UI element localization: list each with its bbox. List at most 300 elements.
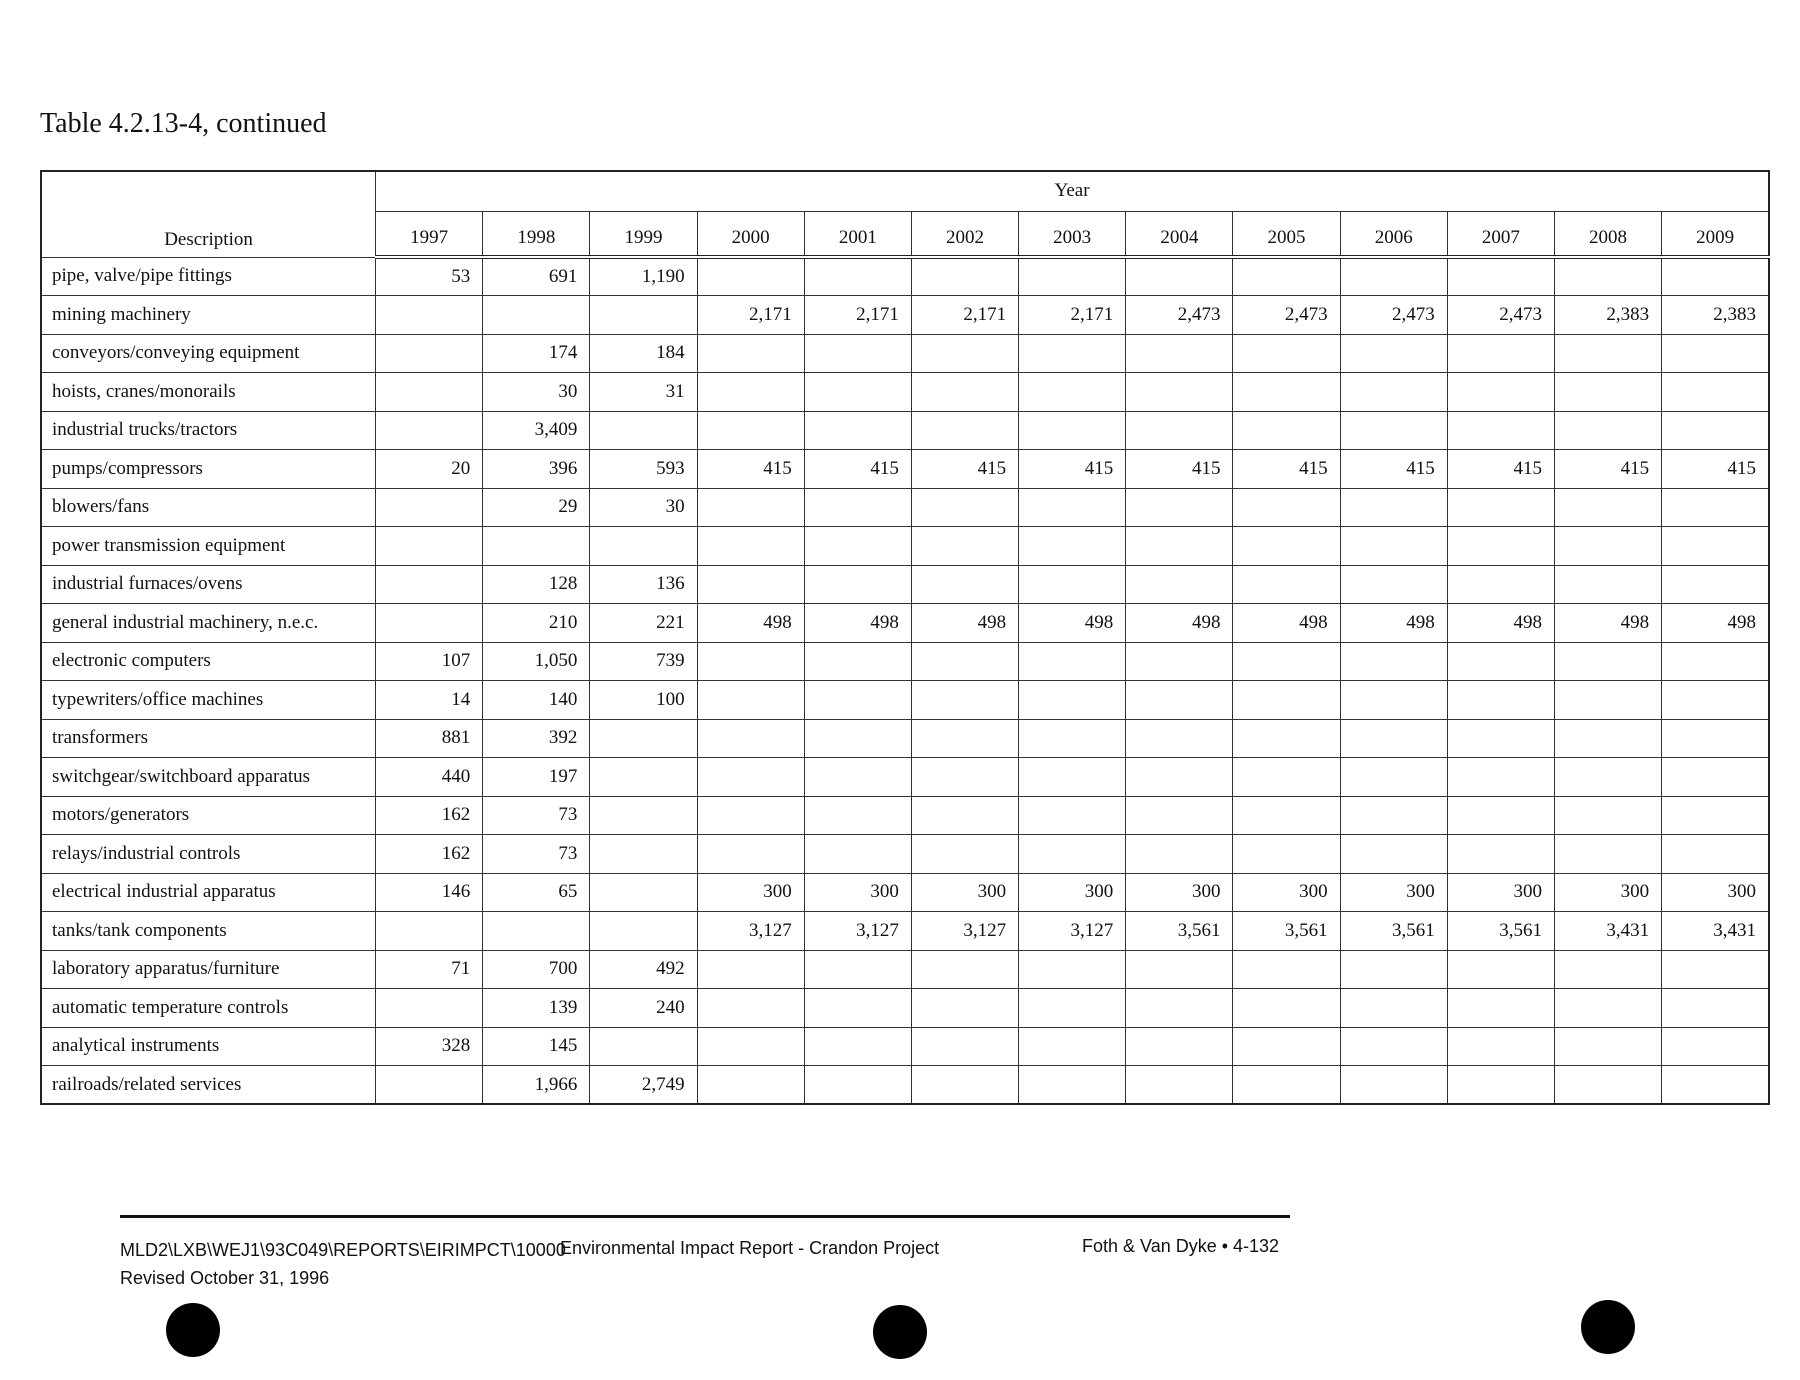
value-cell-2001: 2,171 [804,296,911,335]
value-cell-2002 [911,758,1018,797]
value-cell-2007: 300 [1447,873,1554,912]
value-cell-2001 [804,681,911,720]
value-cell-1998: 174 [483,334,590,373]
year-header-2005: 2005 [1233,211,1340,257]
row-description: transformers [41,719,376,758]
value-cell-2000 [697,1066,804,1105]
table-row [41,719,1769,758]
value-cell-2006 [1340,334,1447,373]
value-cell-2009 [1662,334,1769,373]
value-cell-2003 [1019,257,1126,296]
value-cell-2003 [1019,681,1126,720]
row-description: tanks/tank components [41,912,376,951]
value-cell-2005 [1233,950,1340,989]
value-cell-2006: 2,473 [1340,296,1447,335]
value-cell-2003 [1019,989,1126,1028]
year-header-2008: 2008 [1554,211,1661,257]
value-cell-2008: 2,383 [1554,296,1661,335]
value-cell-2007 [1447,527,1554,566]
value-cell-2006: 300 [1340,873,1447,912]
value-cell-2002 [911,1027,1018,1066]
value-cell-2003 [1019,565,1126,604]
value-cell-2009: 415 [1662,450,1769,489]
value-cell-2009 [1662,527,1769,566]
value-cell-2003 [1019,373,1126,412]
table-row [41,989,1769,1028]
value-cell-2001: 3,127 [804,912,911,951]
value-cell-2007 [1447,488,1554,527]
value-cell-2007 [1447,950,1554,989]
value-cell-1999 [590,873,697,912]
value-cell-2003 [1019,835,1126,874]
row-description: automatic temperature controls [41,989,376,1028]
value-cell-2007 [1447,796,1554,835]
value-cell-2004 [1126,835,1233,874]
value-cell-2004 [1126,642,1233,681]
value-cell-2006 [1340,758,1447,797]
value-cell-2006 [1340,1066,1447,1105]
value-cell-2004: 415 [1126,450,1233,489]
value-cell-2001: 498 [804,604,911,643]
value-cell-1997 [376,411,483,450]
value-cell-2009 [1662,950,1769,989]
value-cell-2003: 498 [1019,604,1126,643]
value-cell-2004 [1126,411,1233,450]
value-cell-1998: 140 [483,681,590,720]
value-cell-2002 [911,796,1018,835]
value-cell-2008 [1554,488,1661,527]
value-cell-2004: 300 [1126,873,1233,912]
value-cell-2007: 3,561 [1447,912,1554,951]
value-cell-2004 [1126,373,1233,412]
table-row [41,527,1769,566]
value-cell-2007 [1447,835,1554,874]
value-cell-2000 [697,411,804,450]
table-row [41,950,1769,989]
value-cell-1997 [376,334,483,373]
table-row [41,1066,1769,1105]
value-cell-2009 [1662,257,1769,296]
value-cell-2005 [1233,681,1340,720]
value-cell-2001 [804,835,911,874]
value-cell-2009 [1662,411,1769,450]
value-cell-2005 [1233,835,1340,874]
value-cell-2001 [804,1066,911,1105]
table-row [41,796,1769,835]
value-cell-2009: 498 [1662,604,1769,643]
value-cell-2009 [1662,681,1769,720]
value-cell-1997 [376,488,483,527]
value-cell-2005: 300 [1233,873,1340,912]
value-cell-1998: 3,409 [483,411,590,450]
footer-revised-date: Revised October 31, 1996 [120,1268,330,1288]
value-cell-2001 [804,719,911,758]
value-cell-2007 [1447,1027,1554,1066]
value-cell-1997 [376,1066,483,1105]
value-cell-2005 [1233,642,1340,681]
footer-file-path: MLD2\LXB\WEJ1\93C049\REPORTS\EIRIMPCT\10000 [120,1240,566,1260]
value-cell-2004: 498 [1126,604,1233,643]
value-cell-2000 [697,681,804,720]
value-cell-2002 [911,950,1018,989]
value-cell-1999: 221 [590,604,697,643]
value-cell-1997 [376,296,483,335]
value-cell-2004 [1126,681,1233,720]
value-cell-2006: 498 [1340,604,1447,643]
value-cell-2000 [697,565,804,604]
value-cell-2008: 498 [1554,604,1661,643]
value-cell-2006: 3,561 [1340,912,1447,951]
value-cell-2007: 498 [1447,604,1554,643]
value-cell-1997: 71 [376,950,483,989]
value-cell-1999: 136 [590,565,697,604]
value-cell-2006 [1340,488,1447,527]
value-cell-1999 [590,758,697,797]
value-cell-1997: 881 [376,719,483,758]
value-cell-1997: 107 [376,642,483,681]
value-cell-2000: 2,171 [697,296,804,335]
year-group-header: Year [376,171,1769,211]
value-cell-2000: 415 [697,450,804,489]
value-cell-1998: 392 [483,719,590,758]
value-cell-2003 [1019,950,1126,989]
value-cell-2005 [1233,488,1340,527]
row-description: power transmission equipment [41,527,376,566]
value-cell-2001 [804,758,911,797]
row-description: typewriters/office machines [41,681,376,720]
value-cell-2008 [1554,835,1661,874]
table-row [41,835,1769,874]
value-cell-2009: 300 [1662,873,1769,912]
value-cell-2006: 415 [1340,450,1447,489]
value-cell-1997 [376,527,483,566]
value-cell-1999 [590,527,697,566]
value-cell-2003 [1019,642,1126,681]
value-cell-2006 [1340,411,1447,450]
value-cell-2003: 300 [1019,873,1126,912]
value-cell-2005 [1233,796,1340,835]
value-cell-1997 [376,373,483,412]
value-cell-2000 [697,527,804,566]
value-cell-2008 [1554,565,1661,604]
value-cell-1997: 162 [376,796,483,835]
value-cell-2004 [1126,950,1233,989]
value-cell-2006 [1340,796,1447,835]
value-cell-2008 [1554,257,1661,296]
table-row [41,758,1769,797]
value-cell-2006 [1340,719,1447,758]
value-cell-2005: 2,473 [1233,296,1340,335]
table-row [41,373,1769,412]
value-cell-2007 [1447,758,1554,797]
value-cell-2001 [804,642,911,681]
row-description: conveyors/conveying equipment [41,334,376,373]
value-cell-2004 [1126,719,1233,758]
value-cell-2001 [804,565,911,604]
value-cell-1998: 691 [483,257,590,296]
value-cell-2009 [1662,719,1769,758]
value-cell-2002: 415 [911,450,1018,489]
value-cell-2008 [1554,334,1661,373]
value-cell-2008 [1554,1027,1661,1066]
value-cell-1999: 31 [590,373,697,412]
value-cell-2008 [1554,681,1661,720]
value-cell-2000 [697,1027,804,1066]
value-cell-1997: 162 [376,835,483,874]
value-cell-2007 [1447,719,1554,758]
table-row [41,488,1769,527]
value-cell-1999: 492 [590,950,697,989]
value-cell-2001: 415 [804,450,911,489]
table-row [41,450,1769,489]
value-cell-2005 [1233,334,1340,373]
footer-firm-page: Foth & Van Dyke • 4-132 [1082,1236,1280,1256]
value-cell-2009 [1662,989,1769,1028]
value-cell-2001 [804,796,911,835]
value-cell-2007 [1447,642,1554,681]
row-description: pipe, valve/pipe fittings [41,257,376,296]
value-cell-2008 [1554,642,1661,681]
value-cell-2000 [697,334,804,373]
value-cell-1998: 197 [483,758,590,797]
row-description: hoists, cranes/monorails [41,373,376,412]
value-cell-2004 [1126,1066,1233,1105]
value-cell-2004 [1126,334,1233,373]
value-cell-1997: 440 [376,758,483,797]
value-cell-1997 [376,565,483,604]
value-cell-2005 [1233,1027,1340,1066]
value-cell-2006 [1340,642,1447,681]
table-row [41,604,1769,643]
row-description: electronic computers [41,642,376,681]
value-cell-1999 [590,1027,697,1066]
table-row [41,681,1769,720]
table-row [41,1027,1769,1066]
value-cell-2005: 415 [1233,450,1340,489]
value-cell-1998 [483,912,590,951]
value-cell-2000 [697,257,804,296]
value-cell-1998 [483,296,590,335]
value-cell-1999: 593 [590,450,697,489]
value-cell-1997: 53 [376,257,483,296]
value-cell-2006 [1340,565,1447,604]
value-cell-1998 [483,527,590,566]
value-cell-1999 [590,719,697,758]
footer-report-title: Environmental Impact Report - Crandon Project [560,1238,940,1258]
value-cell-2003: 415 [1019,450,1126,489]
value-cell-1999 [590,796,697,835]
value-cell-2000 [697,719,804,758]
value-cell-1998: 1,966 [483,1066,590,1105]
value-cell-2005 [1233,527,1340,566]
table-row [41,873,1769,912]
value-cell-2001 [804,527,911,566]
value-cell-2000: 3,127 [697,912,804,951]
value-cell-2008 [1554,411,1661,450]
year-header-2009: 2009 [1662,211,1769,257]
value-cell-2005 [1233,373,1340,412]
value-cell-1999 [590,835,697,874]
value-cell-1997 [376,604,483,643]
value-cell-1999: 739 [590,642,697,681]
value-cell-2004 [1126,989,1233,1028]
value-cell-1997: 20 [376,450,483,489]
table-row [41,296,1769,335]
value-cell-2003: 2,171 [1019,296,1126,335]
row-description: motors/generators [41,796,376,835]
value-cell-2004 [1126,1027,1233,1066]
row-description: analytical instruments [41,1027,376,1066]
value-cell-2002 [911,411,1018,450]
year-header-2000: 2000 [697,211,804,257]
value-cell-1999: 240 [590,989,697,1028]
punch-hole-center [873,1305,927,1359]
year-header-2004: 2004 [1126,211,1233,257]
value-cell-2005: 498 [1233,604,1340,643]
year-header-2001: 2001 [804,211,911,257]
value-cell-2008 [1554,373,1661,412]
value-cell-2006 [1340,257,1447,296]
value-cell-2003 [1019,758,1126,797]
value-cell-2007 [1447,257,1554,296]
value-cell-2000 [697,373,804,412]
value-cell-1997: 14 [376,681,483,720]
value-cell-2003 [1019,1066,1126,1105]
value-cell-2003 [1019,796,1126,835]
value-cell-2009 [1662,835,1769,874]
footer-rule [120,1215,1290,1218]
table-row [41,912,1769,951]
table-row [41,334,1769,373]
value-cell-2009 [1662,565,1769,604]
table-title: Table 4.2.13-4, continued [40,108,327,139]
value-cell-2005 [1233,1066,1340,1105]
value-cell-1997 [376,989,483,1028]
value-cell-2001 [804,411,911,450]
year-header-2006: 2006 [1340,211,1447,257]
value-cell-2007 [1447,565,1554,604]
value-cell-2008 [1554,796,1661,835]
row-description: laboratory apparatus/furniture [41,950,376,989]
value-cell-2002: 498 [911,604,1018,643]
value-cell-1998: 139 [483,989,590,1028]
data-table [40,170,1770,1105]
value-cell-2002 [911,527,1018,566]
table-row [41,642,1769,681]
value-cell-2006 [1340,1027,1447,1066]
value-cell-2002 [911,719,1018,758]
value-cell-1999 [590,411,697,450]
value-cell-1998: 210 [483,604,590,643]
value-cell-2007 [1447,989,1554,1028]
table-row [41,257,1769,296]
table-row [41,411,1769,450]
value-cell-2008 [1554,950,1661,989]
value-cell-1998: 145 [483,1027,590,1066]
value-cell-2000 [697,642,804,681]
value-cell-2001 [804,334,911,373]
value-cell-2008 [1554,989,1661,1028]
year-header-2007: 2007 [1447,211,1554,257]
value-cell-1998: 29 [483,488,590,527]
value-cell-2005: 3,561 [1233,912,1340,951]
value-cell-2007 [1447,411,1554,450]
value-cell-1998: 700 [483,950,590,989]
row-description: railroads/related services [41,1066,376,1105]
value-cell-2009: 3,431 [1662,912,1769,951]
value-cell-1998: 73 [483,796,590,835]
value-cell-2008 [1554,1066,1661,1105]
value-cell-2000 [697,488,804,527]
value-cell-2005 [1233,411,1340,450]
value-cell-2004: 3,561 [1126,912,1233,951]
value-cell-2001: 300 [804,873,911,912]
value-cell-1998: 73 [483,835,590,874]
year-header-1997: 1997 [376,211,483,257]
value-cell-2008: 300 [1554,873,1661,912]
value-cell-2002 [911,257,1018,296]
value-cell-2003 [1019,719,1126,758]
row-description: industrial furnaces/ovens [41,565,376,604]
year-header-1998: 1998 [483,211,590,257]
value-cell-2009 [1662,1066,1769,1105]
value-cell-2009 [1662,488,1769,527]
value-cell-1998: 65 [483,873,590,912]
value-cell-2003 [1019,488,1126,527]
value-cell-2006 [1340,989,1447,1028]
value-cell-1999: 2,749 [590,1066,697,1105]
value-cell-2004 [1126,758,1233,797]
value-cell-1999: 100 [590,681,697,720]
value-cell-2002 [911,642,1018,681]
value-cell-2005 [1233,719,1340,758]
value-cell-2007: 415 [1447,450,1554,489]
table-row [41,565,1769,604]
value-cell-2008 [1554,758,1661,797]
value-cell-2002 [911,488,1018,527]
row-description: electrical industrial apparatus [41,873,376,912]
value-cell-2004 [1126,796,1233,835]
value-cell-2006 [1340,373,1447,412]
value-cell-2001 [804,1027,911,1066]
value-cell-2007 [1447,681,1554,720]
description-header: Description [41,171,376,257]
value-cell-1999 [590,296,697,335]
value-cell-2001 [804,989,911,1028]
value-cell-2007 [1447,334,1554,373]
value-cell-2004 [1126,488,1233,527]
value-cell-2007: 2,473 [1447,296,1554,335]
value-cell-2001 [804,257,911,296]
punch-hole-right [1581,1300,1635,1354]
value-cell-2003 [1019,411,1126,450]
value-cell-1997: 328 [376,1027,483,1066]
value-cell-1998: 1,050 [483,642,590,681]
row-description: switchgear/switchboard apparatus [41,758,376,797]
value-cell-2002 [911,1066,1018,1105]
value-cell-2000: 300 [697,873,804,912]
value-cell-2005 [1233,565,1340,604]
value-cell-2002: 300 [911,873,1018,912]
value-cell-1999 [590,912,697,951]
value-cell-2000: 498 [697,604,804,643]
row-description: mining machinery [41,296,376,335]
value-cell-2001 [804,488,911,527]
year-header-2003: 2003 [1019,211,1126,257]
value-cell-2009 [1662,1027,1769,1066]
value-cell-2002 [911,334,1018,373]
value-cell-2006 [1340,950,1447,989]
